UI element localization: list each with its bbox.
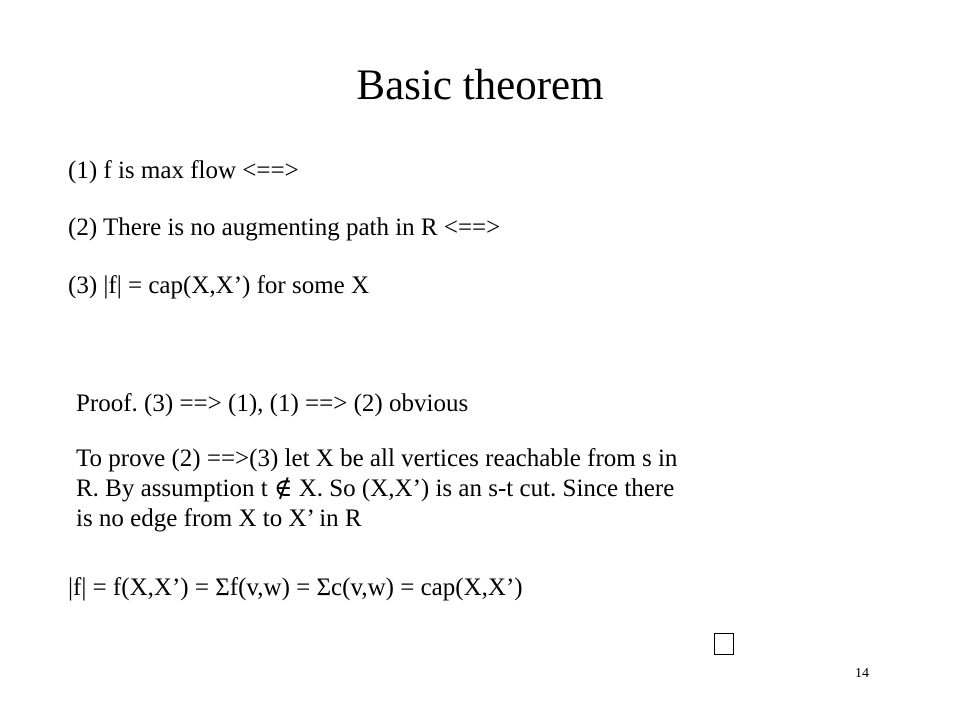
proof-paragraph-line-2: R. By assumption t ∉ X. So (X,X’) is an s-t cut. Since there bbox=[76, 475, 675, 502]
slide-title: Basic theorem bbox=[356, 62, 604, 109]
proof-paragraph-line-1: To prove (2) ==>(3) let X be all vertices reachable from s in bbox=[76, 445, 678, 472]
proof-paragraph bbox=[76, 444, 876, 534]
statement-2: (2) There is no augmenting path in R <==> bbox=[68, 214, 501, 241]
proof-equation: |f| = f(X,X’) = Σf(v,w) = Σc(v,w) = cap(X,X’) bbox=[68, 574, 523, 601]
statement-1: (1) f is max flow <==> bbox=[68, 157, 299, 184]
qed-box-icon bbox=[714, 633, 734, 655]
proof-paragraph-line-3: is no edge from X to X’ in R bbox=[76, 505, 362, 532]
statement-3: (3) |f| = cap(X,X’) for some X bbox=[68, 272, 370, 299]
proof-intro: Proof. (3) ==> (1), (1) ==> (2) obvious bbox=[76, 390, 469, 417]
page-number: 14 bbox=[855, 666, 869, 681]
